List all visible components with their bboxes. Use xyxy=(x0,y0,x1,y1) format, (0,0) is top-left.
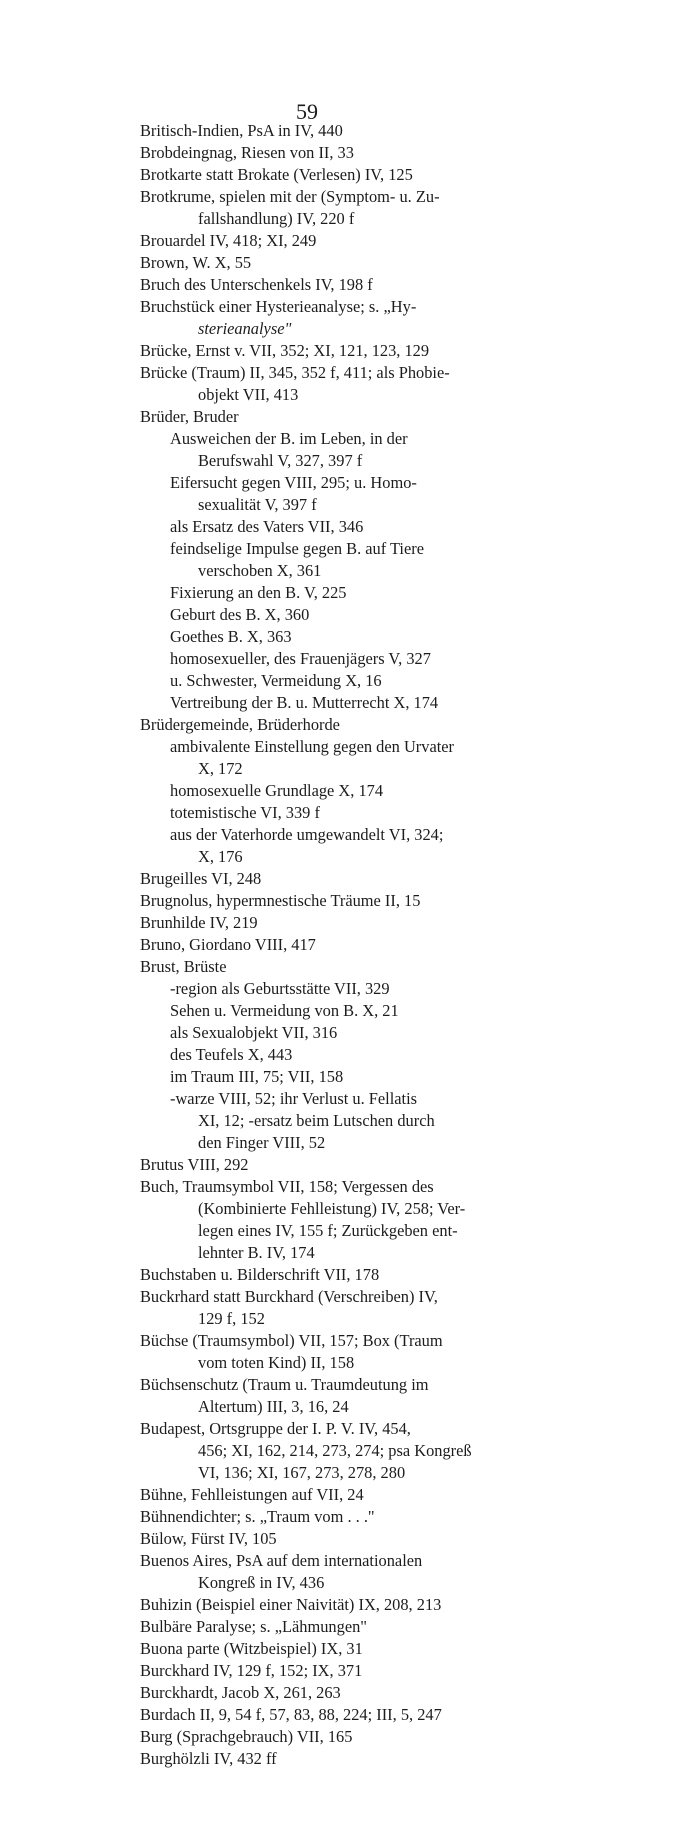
index-entry: Buch, Traumsymbol VII, 158; Vergessen des xyxy=(140,1177,434,1196)
index-subentry: Vertreibung der B. u. Mutterrecht X, 174 xyxy=(170,693,439,712)
index-entry: Brobdeingnag, Riesen von II, 33 xyxy=(140,143,354,162)
index-entry: Bruchstück einer Hysterieanalyse; s. „Hy- xyxy=(140,297,417,316)
index-subentry: aus der Vaterhorde umgewandelt VI, 324; xyxy=(170,825,444,844)
index-subentry: Ausweichen der B. im Leben, in der xyxy=(170,429,408,448)
index-entry: Burckhard IV, 129 f, 152; IX, 371 xyxy=(140,1661,363,1680)
index-entry: Brouardel IV, 418; XI, 249 xyxy=(140,231,317,250)
index-entry: Büchse (Traumsymbol) VII, 157; Box (Traum xyxy=(140,1331,443,1350)
index-subentry: Geburt des B. X, 360 xyxy=(170,605,310,624)
index-subentry: feindselige Impulse gegen B. auf Tiere xyxy=(170,539,424,558)
index-continuation: vom toten Kind) II, 158 xyxy=(198,1353,355,1372)
index-entry: Brüder, Bruder xyxy=(140,407,239,426)
index-subentry: totemistische VI, 339 f xyxy=(170,803,320,822)
index-continuation: sterieanalyse" xyxy=(198,319,292,338)
index-subentry: Eifersucht gegen VIII, 295; u. Homo- xyxy=(170,473,417,492)
index-entry: Bühne, Fehlleistungen auf VII, 24 xyxy=(140,1485,364,1504)
index-continuation: XI, 12; -ersatz beim Lutschen durch xyxy=(198,1111,435,1130)
index-entry: Buckrhard statt Burckhard (Verschreiben) IV, xyxy=(140,1287,438,1306)
index-entry: Burg (Sprachgebrauch) VII, 165 xyxy=(140,1727,353,1746)
index-entry: Brotkrume, spielen mit der (Symptom- u. Zu- xyxy=(140,187,440,206)
index-continuation: legen eines IV, 155 f; Zurückgeben ent- xyxy=(198,1221,458,1240)
index-entry: Buenos Aires, PsA auf dem internationalen xyxy=(140,1551,423,1570)
index-entry: Bulbäre Paralyse; s. „Lähmungen" xyxy=(140,1617,367,1636)
index-subentry: des Teufels X, 443 xyxy=(170,1045,293,1064)
index-entry: Burghölzli IV, 432 ff xyxy=(140,1749,277,1768)
index-subentry: Sehen u. Vermeidung von B. X, 21 xyxy=(170,1001,399,1020)
page-number: 59 xyxy=(296,99,318,124)
index-continuation: verschoben X, 361 xyxy=(198,561,322,580)
index-continuation: sexualität V, 397 f xyxy=(198,495,317,514)
index-continuation: 456; XI, 162, 214, 273, 274; psa Kongreß xyxy=(198,1441,472,1460)
index-continuation: (Kombinierte Fehlleistung) IV, 258; Ver- xyxy=(198,1199,466,1218)
index-continuation: X, 172 xyxy=(198,759,243,778)
index-entry: Bühnendichter; s. „Traum vom . . ." xyxy=(140,1507,375,1526)
index-subentry: Goethes B. X, 363 xyxy=(170,627,292,646)
index-entry: Brücke (Traum) II, 345, 352 f, 411; als Phobie- xyxy=(140,363,450,382)
index-entry: Britisch-Indien, PsA in IV, 440 xyxy=(140,121,343,140)
index-entry: Buona parte (Witzbeispiel) IX, 31 xyxy=(140,1639,363,1658)
index-entry: Buchstaben u. Bilderschrift VII, 178 xyxy=(140,1265,380,1284)
index-subentry: homosexueller, des Frauenjägers V, 327 xyxy=(170,649,431,668)
index-subentry: ambivalente Einstellung gegen den Urvater xyxy=(170,737,455,756)
index-continuation: Berufswahl V, 327, 397 f xyxy=(198,451,363,470)
index-subentry: im Traum III, 75; VII, 158 xyxy=(170,1067,344,1086)
index-subentry: als Sexualobjekt VII, 316 xyxy=(170,1023,338,1042)
index-entry: Brugeilles VI, 248 xyxy=(140,869,262,888)
index-continuation: Altertum) III, 3, 16, 24 xyxy=(198,1397,349,1416)
index-subentry: Fixierung an den B. V, 225 xyxy=(170,583,347,602)
index-entry: Bruno, Giordano VIII, 417 xyxy=(140,935,316,954)
index-continuation: VI, 136; XI, 167, 273, 278, 280 xyxy=(198,1463,406,1482)
index-subentry: u. Schwester, Vermeidung X, 16 xyxy=(170,671,382,690)
index-continuation: X, 176 xyxy=(198,847,243,866)
index-entry: Brücke, Ernst v. VII, 352; XI, 121, 123, 129 xyxy=(140,341,430,360)
index-entry: Burdach II, 9, 54 f, 57, 83, 88, 224; III, 5, 247 xyxy=(140,1705,442,1724)
index-entry: Brugnolus, hypermnestische Träume II, 15 xyxy=(140,891,421,910)
index-subentry: homosexuelle Grundlage X, 174 xyxy=(170,781,384,800)
index-entry: Budapest, Ortsgruppe der I. P. V. IV, 454, xyxy=(140,1419,411,1438)
index-entries xyxy=(140,120,560,1770)
index-continuation: Kongreß in IV, 436 xyxy=(198,1573,325,1592)
index-subentry: als Ersatz des Vaters VII, 346 xyxy=(170,517,364,536)
index-entry: Brüdergemeinde, Brüderhorde xyxy=(140,715,340,734)
index-continuation: objekt VII, 413 xyxy=(198,385,299,404)
index-entry: Büchsenschutz (Traum u. Traumdeutung im xyxy=(140,1375,429,1394)
index-entry: Brotkarte statt Brokate (Verlesen) IV, 125 xyxy=(140,165,413,184)
index-continuation: den Finger VIII, 52 xyxy=(198,1133,326,1152)
index-continuation: fallshandlung) IV, 220 f xyxy=(198,209,355,228)
index-entry: Burckhardt, Jacob X, 261, 263 xyxy=(140,1683,341,1702)
index-entry: Buhizin (Beispiel einer Naivität) IX, 208, 213 xyxy=(140,1595,442,1614)
index-continuation: lehnter B. IV, 174 xyxy=(198,1243,315,1262)
index-subentry: -region als Geburtsstätte VII, 329 xyxy=(170,979,390,998)
index-entry: Brunhilde IV, 219 xyxy=(140,913,258,932)
index-subentry: -warze VIII, 52; ihr Verlust u. Fellatis xyxy=(170,1089,418,1108)
index-entry: Bülow, Fürst IV, 105 xyxy=(140,1529,277,1548)
index-entry: Brutus VIII, 292 xyxy=(140,1155,249,1174)
index-continuation: 129 f, 152 xyxy=(198,1309,265,1328)
index-entry: Brown, W. X, 55 xyxy=(140,253,252,272)
index-entry: Bruch des Unterschenkels IV, 198 f xyxy=(140,275,373,294)
index-entry: Brust, Brüste xyxy=(140,957,227,976)
